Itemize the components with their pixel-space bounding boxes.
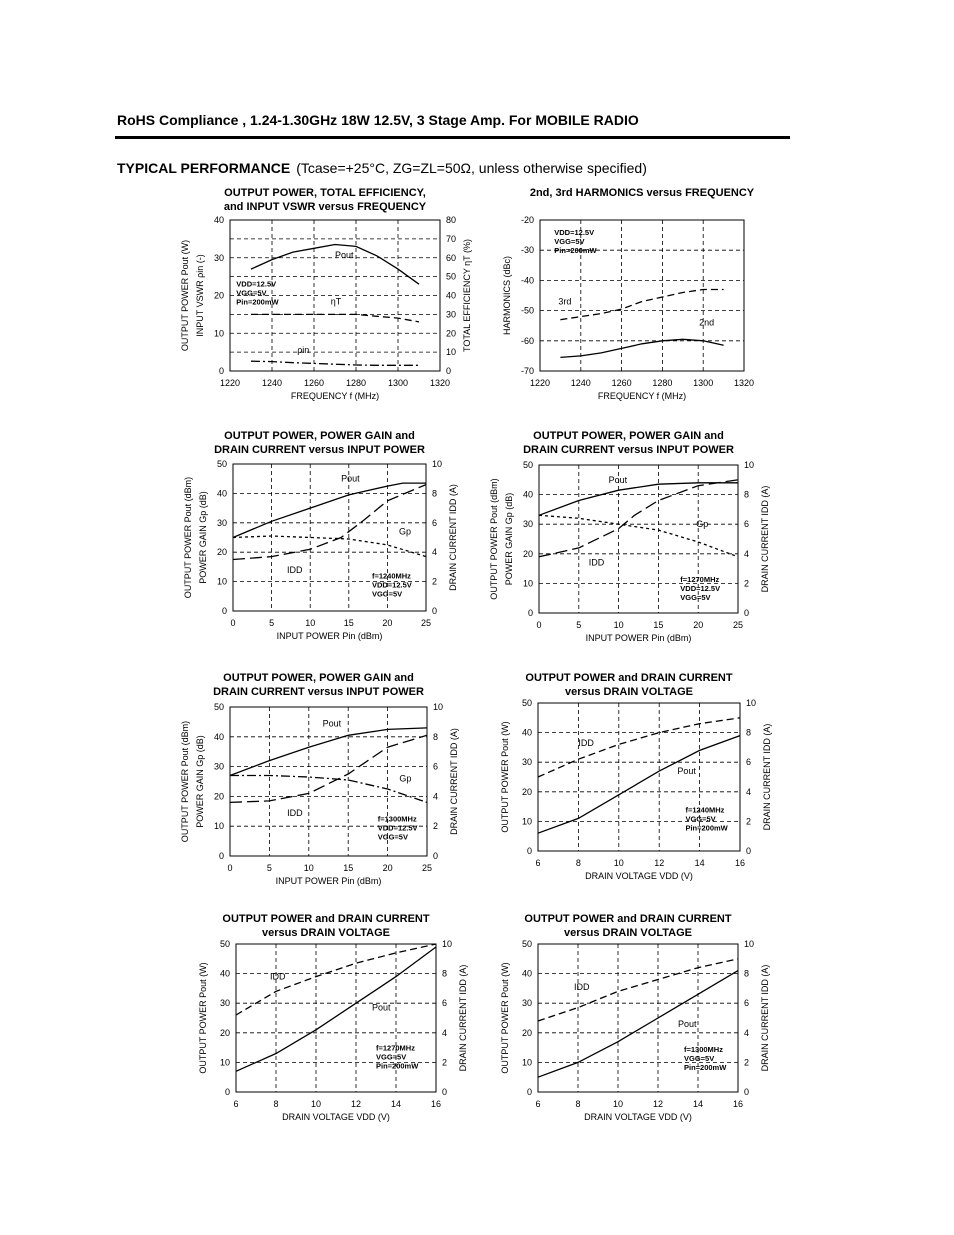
x-tick-label: 8 — [273, 1099, 279, 1109]
y-tick-label: 0 — [526, 1087, 532, 1097]
y2-axis-label: DRAIN CURRENT IDD (A) — [760, 485, 770, 593]
chart-c4 — [489, 430, 770, 643]
y2-tick-label: 10 — [433, 702, 444, 712]
condition-note: VGG=5V — [684, 1054, 715, 1064]
condition-note: VGG=5V — [685, 814, 716, 824]
y2-tick-label: 80 — [446, 215, 457, 225]
chart-title: OUTPUT POWER, TOTAL EFFICIENCY, — [224, 187, 426, 199]
x-tick-label: 6 — [535, 858, 541, 868]
y2-tick-label: 0 — [433, 851, 439, 861]
y2-tick-label: 0 — [446, 366, 452, 376]
y2-tick-label: 60 — [446, 252, 457, 263]
series-line-Gp — [230, 773, 427, 803]
condition-note: Pin=200mW — [376, 1061, 419, 1071]
x-tick-label: 16 — [732, 1099, 744, 1109]
condition-note: VDD=12.5V — [236, 279, 277, 289]
chart-c6 — [500, 672, 772, 881]
y2-tick-label: 8 — [432, 488, 438, 499]
y-tick-label: 10 — [213, 328, 224, 339]
y2-axis-label: TOTAL EFFICIENCY ηT (%) — [462, 238, 472, 353]
x-tick-label: 20 — [382, 618, 393, 628]
x-tick-label: 0 — [227, 863, 233, 873]
y2-tick-label: 8 — [744, 968, 750, 979]
y-tick-label: 0 — [221, 606, 227, 616]
condition-note: Pin=200mW — [236, 297, 279, 307]
x-tick-label: 25 — [732, 620, 744, 630]
y-axis-label: OUTPUT POWER Pout (dBm) — [489, 478, 499, 600]
chart-title: DRAIN CURRENT versus INPUT POWER — [214, 444, 425, 456]
y-tick-label: 10 — [522, 578, 533, 589]
x-tick-label: 12 — [652, 1099, 664, 1109]
y-tick-label: 20 — [213, 290, 224, 301]
y2-axis-label: DRAIN CURRENT IDD (A) — [449, 728, 459, 835]
x-axis-label: DRAIN VOLTAGE VDD (V) — [585, 871, 693, 881]
series-line-IDD — [538, 718, 740, 777]
chart-title: DRAIN CURRENT versus INPUT POWER — [523, 444, 734, 456]
y-tick-label: 50 — [521, 698, 532, 708]
condition-note: f=1240MHz — [371, 571, 411, 581]
series-line-ρin — [251, 361, 419, 365]
chart-title: DRAIN CURRENT versus INPUT POWER — [213, 686, 424, 698]
series-line-Pout — [233, 483, 426, 537]
x-tick-label: 6 — [535, 1099, 541, 1109]
y-axis-label: HARMONICS (dBc) — [502, 255, 512, 336]
y-tick-label: 30 — [213, 761, 224, 772]
condition-note: VGG=5V — [554, 237, 585, 247]
y-tick-label: 30 — [521, 757, 532, 768]
x-tick-label: 1220 — [219, 378, 241, 388]
series-line-IDD — [538, 959, 738, 1021]
x-tick-label: 10 — [305, 618, 316, 628]
x-tick-label: 15 — [343, 863, 354, 873]
x-axis-label: DRAIN VOLTAGE VDD (V) — [584, 1112, 692, 1122]
series-label-Pout: Pout — [372, 1002, 391, 1013]
y2-tick-label: 6 — [442, 998, 448, 1009]
x-tick-label: 1240 — [570, 378, 591, 388]
y-axis-label: POWER GAIN Gp (dB) — [195, 735, 205, 828]
y2-tick-label: 10 — [746, 698, 757, 708]
y2-tick-label: 0 — [746, 846, 752, 856]
series-line-ηT — [251, 314, 419, 322]
y2-tick-label: 8 — [433, 731, 439, 742]
x-tick-label: 1320 — [733, 378, 755, 388]
series-label-Gp: Gp — [398, 526, 411, 537]
x-tick-label: 10 — [310, 1099, 322, 1109]
condition-note: VGG=5V — [236, 288, 267, 298]
y2-tick-label: 2 — [432, 576, 438, 587]
x-tick-label: 1280 — [345, 378, 367, 388]
x-tick-label: 1300 — [693, 378, 714, 388]
y2-tick-label: 6 — [744, 519, 750, 530]
y-tick-label: 30 — [521, 998, 532, 1009]
y-tick-label: -20 — [520, 215, 534, 225]
y-axis-label: INPUT VSWR ρin (-) — [195, 254, 205, 337]
y-axis-label: OUTPUT POWER Pout (W) — [180, 239, 190, 352]
y2-tick-label: 2 — [746, 816, 752, 827]
chart-title: OUTPUT POWER and DRAIN CURRENT — [525, 672, 733, 684]
x-tick-label: 12 — [350, 1099, 362, 1109]
y2-tick-label: 40 — [446, 290, 457, 301]
x-tick-label: 5 — [269, 618, 275, 628]
condition-note: f=1240MHz — [685, 805, 725, 815]
chart-title: versus DRAIN VOLTAGE — [262, 927, 390, 939]
condition-note: VDD=12.5V — [371, 580, 412, 590]
series-label-Pout: Pout — [335, 249, 354, 260]
y2-tick-label: 6 — [744, 998, 750, 1009]
y-tick-label: 20 — [219, 1027, 230, 1038]
y-tick-label: 0 — [526, 846, 532, 856]
y-tick-label: 10 — [213, 821, 224, 832]
x-tick-label: 8 — [575, 858, 581, 868]
y-tick-label: 20 — [213, 791, 224, 802]
y-tick-label: 50 — [216, 459, 227, 469]
y2-tick-label: 6 — [746, 757, 752, 768]
x-axis-label: INPUT POWER Pin (dBm) — [585, 633, 692, 643]
x-axis-label: INPUT POWER Pin (dBm) — [276, 631, 383, 641]
y-tick-label: 40 — [521, 727, 532, 738]
x-tick-label: 25 — [420, 618, 432, 628]
y-tick-label: -40 — [520, 275, 534, 286]
y2-tick-label: 30 — [446, 309, 457, 320]
y-tick-label: 10 — [219, 1057, 230, 1068]
y-tick-label: 0 — [218, 851, 224, 861]
series-label-3rd: 3rd — [558, 296, 572, 307]
y-tick-label: 50 — [522, 460, 533, 470]
series-line-IDD — [230, 735, 427, 802]
series-line-IDD — [233, 485, 426, 560]
x-axis-label: INPUT POWER Pin (dBm) — [275, 876, 382, 886]
y2-tick-label: 10 — [442, 939, 453, 949]
y-tick-label: 50 — [521, 939, 532, 949]
x-tick-label: 0 — [536, 620, 542, 630]
y-tick-label: 30 — [219, 998, 230, 1009]
chart-c1 — [180, 187, 472, 401]
condition-note: Pin=200mW — [554, 246, 597, 256]
condition-note: Pin=200mW — [685, 823, 728, 833]
y2-tick-label: 6 — [433, 761, 439, 772]
x-tick-label: 1220 — [529, 378, 551, 388]
chart-title: OUTPUT POWER and DRAIN CURRENT — [222, 913, 430, 925]
x-tick-label: 15 — [653, 620, 664, 630]
condition-note: f=1270MHz — [376, 1043, 415, 1053]
condition-note: VGG=5V — [376, 1052, 407, 1062]
condition-note: VGG=5V — [680, 592, 711, 602]
y2-tick-label: 8 — [442, 968, 448, 979]
y-tick-label: 50 — [213, 702, 224, 712]
y-tick-label: 0 — [224, 1087, 230, 1097]
chart-title: OUTPUT POWER, POWER GAIN and — [224, 430, 415, 442]
x-tick-label: 16 — [734, 858, 746, 868]
y-tick-label: 0 — [218, 366, 224, 376]
y-tick-label: -50 — [520, 305, 534, 316]
y-tick-label: 40 — [213, 215, 224, 225]
x-tick-label: 0 — [230, 618, 236, 628]
y-axis-label: OUTPUT POWER Pout (W) — [500, 962, 510, 1074]
chart-title: versus DRAIN VOLTAGE — [564, 927, 692, 939]
y-tick-label: 30 — [522, 519, 533, 530]
x-tick-label: 10 — [613, 858, 624, 868]
x-tick-label: 1280 — [652, 378, 673, 388]
y-tick-label: 40 — [522, 489, 533, 500]
x-tick-label: 5 — [266, 863, 272, 873]
y2-tick-label: 10 — [744, 460, 755, 470]
y2-tick-label: 20 — [446, 328, 457, 339]
x-tick-label: 1300 — [387, 378, 409, 388]
y-tick-label: 40 — [216, 488, 227, 499]
chart-c5 — [180, 672, 459, 886]
x-tick-label: 5 — [576, 620, 582, 630]
x-axis-label: FREQUENCY f (MHz) — [290, 391, 380, 401]
x-tick-label: 10 — [612, 1099, 624, 1109]
typical-performance-label: TYPICAL PERFORMANCE — [117, 160, 291, 176]
condition-note: f=1300MHz — [684, 1045, 723, 1055]
y-tick-label: 40 — [219, 968, 230, 979]
x-tick-label: 25 — [421, 863, 433, 873]
y2-tick-label: 10 — [744, 939, 755, 949]
y2-tick-label: 0 — [442, 1087, 448, 1097]
y2-tick-label: 4 — [432, 547, 438, 558]
condition-note: f=1300MHz — [377, 814, 417, 824]
y2-tick-label: 6 — [432, 517, 438, 528]
y2-tick-label: 0 — [744, 608, 750, 618]
chart-c3 — [183, 430, 458, 641]
y2-tick-label: 8 — [744, 489, 750, 500]
y-tick-label: 40 — [521, 968, 532, 979]
chart-title: OUTPUT POWER, POWER GAIN and — [223, 672, 414, 684]
series-label-ηT: ηT — [330, 296, 342, 307]
condition-note: VDD=12.5V — [680, 583, 721, 593]
y-tick-label: 0 — [527, 608, 533, 618]
y-tick-label: 10 — [521, 1057, 532, 1068]
series-label-IDD: IDD — [287, 807, 303, 818]
y-tick-label: 20 — [216, 547, 227, 558]
x-tick-label: 14 — [694, 858, 705, 868]
y-tick-label: -60 — [520, 335, 534, 346]
y-tick-label: 30 — [213, 252, 224, 263]
document-header: RoHS Compliance , 1.24-1.30GHz 18W 12.5V, 3 Stage Amp. For MOBILE RADIO — [117, 112, 639, 128]
y2-tick-label: 4 — [744, 1027, 750, 1038]
y2-axis-label: DRAIN CURRENT IDD (A) — [458, 964, 468, 1072]
chart-title: and INPUT VSWR versus FREQUENCY — [223, 201, 427, 213]
y-tick-label: 10 — [521, 816, 532, 827]
condition-note: f=1270MHz — [680, 574, 720, 584]
x-tick-label: 10 — [303, 863, 314, 873]
y2-tick-label: 10 — [432, 459, 443, 469]
y2-tick-label: 4 — [442, 1027, 448, 1038]
condition-note: VDD=12.5V — [554, 228, 595, 238]
condition-note: VDD=12.5V — [377, 823, 418, 833]
condition-note: VGG=5V — [371, 589, 403, 599]
series-line-Pout — [230, 728, 427, 776]
conditions-text: (Tcase=+25°C, ZG=ZL=50Ω, unless otherwise specified) — [296, 160, 647, 176]
x-tick-label: 20 — [382, 863, 393, 873]
series-line-3rd — [560, 290, 723, 320]
y-tick-label: -30 — [520, 245, 534, 256]
x-tick-label: 1260 — [303, 378, 325, 388]
y-tick-label: 30 — [216, 517, 227, 528]
series-label-IDD: IDD — [578, 737, 594, 748]
y2-tick-label: 2 — [433, 821, 439, 832]
series-label-IDD: IDD — [270, 971, 286, 982]
series-label-Pout: Pout — [608, 474, 628, 485]
y2-tick-label: 4 — [746, 786, 752, 797]
chart-c7 — [198, 913, 468, 1122]
condition-note: Pin=200mW — [684, 1063, 727, 1073]
series-label-Gp: Gp — [696, 519, 709, 530]
chart-c2 — [502, 187, 755, 401]
y-axis-label: OUTPUT POWER Pout (W) — [500, 721, 510, 833]
y2-tick-label: 4 — [744, 548, 750, 559]
y-axis-label: POWER GAIN Gp (dB) — [504, 492, 514, 586]
y2-tick-label: 8 — [746, 727, 752, 738]
y2-tick-label: 2 — [442, 1057, 448, 1068]
chart-title: versus DRAIN VOLTAGE — [565, 686, 693, 698]
x-tick-label: 14 — [692, 1099, 704, 1109]
y-tick-label: 10 — [216, 576, 227, 587]
series-label-2nd: 2nd — [699, 317, 715, 328]
series-label-IDD: IDD — [287, 564, 303, 575]
y2-axis-label: DRAIN CURRENT IDD (A) — [760, 964, 770, 1072]
x-tick-label: 14 — [390, 1099, 402, 1109]
chart-title: 2nd, 3rd HARMONICS versus FREQUENCY — [529, 187, 755, 199]
series-label-Pout: Pout — [677, 766, 696, 777]
x-tick-label: 1260 — [611, 378, 632, 388]
x-tick-label: 1320 — [429, 378, 451, 388]
y2-tick-label: 70 — [446, 233, 457, 244]
x-tick-label: 20 — [693, 620, 704, 630]
y2-tick-label: 4 — [433, 791, 439, 802]
series-label-Pout: Pout — [678, 1018, 697, 1029]
series-line-2nd — [560, 339, 723, 357]
y-tick-label: 40 — [213, 731, 224, 742]
y-axis-label: POWER GAIN Gp (dB) — [198, 491, 208, 584]
series-label-Pout: Pout — [322, 718, 342, 729]
y2-tick-label: 10 — [446, 347, 457, 358]
y-axis-label: OUTPUT POWER Pout (dBm) — [183, 476, 193, 599]
y2-tick-label: 2 — [744, 578, 750, 589]
y2-tick-label: 50 — [446, 271, 457, 282]
y2-tick-label: 0 — [432, 606, 438, 616]
y-tick-label: 20 — [522, 548, 533, 559]
x-tick-label: 1240 — [261, 378, 283, 388]
y2-axis-label: DRAIN CURRENT IDD (A) — [448, 484, 458, 591]
y2-tick-label: 0 — [744, 1087, 750, 1097]
x-tick-label: 16 — [430, 1099, 442, 1109]
x-axis-label: DRAIN VOLTAGE VDD (V) — [282, 1112, 390, 1122]
series-label-ρin: ρin — [297, 344, 310, 355]
y-tick-label: 20 — [521, 786, 532, 797]
y2-tick-label: 2 — [744, 1057, 750, 1068]
series-label-IDD: IDD — [574, 981, 590, 992]
y-tick-label: -70 — [520, 366, 534, 376]
series-label-IDD: IDD — [588, 557, 605, 568]
series-line-Gp — [233, 536, 426, 557]
chart-c8 — [500, 913, 770, 1122]
series-line-Pout — [539, 483, 738, 516]
series-line-IDD — [236, 944, 436, 1015]
y-tick-label: 20 — [521, 1027, 532, 1038]
x-tick-label: 12 — [654, 858, 665, 868]
x-tick-label: 8 — [575, 1099, 581, 1109]
y-tick-label: 50 — [219, 939, 230, 949]
series-label-Gp: Gp — [399, 773, 412, 784]
y-axis-label: OUTPUT POWER Pout (W) — [198, 962, 208, 1074]
x-tick-label: 15 — [343, 618, 354, 628]
y-axis-label: OUTPUT POWER Pout (dBm) — [180, 720, 190, 843]
x-tick-label: 6 — [233, 1099, 239, 1109]
x-axis-label: FREQUENCY f (MHz) — [597, 391, 687, 401]
y2-axis-label: DRAIN CURRENT IDD (A) — [762, 723, 772, 831]
condition-note: VGG=5V — [377, 832, 408, 842]
chart-title: OUTPUT POWER, POWER GAIN and — [533, 430, 724, 442]
x-tick-label: 10 — [613, 620, 624, 630]
series-label-Pout: Pout — [341, 473, 360, 484]
chart-title: OUTPUT POWER and DRAIN CURRENT — [524, 913, 732, 925]
